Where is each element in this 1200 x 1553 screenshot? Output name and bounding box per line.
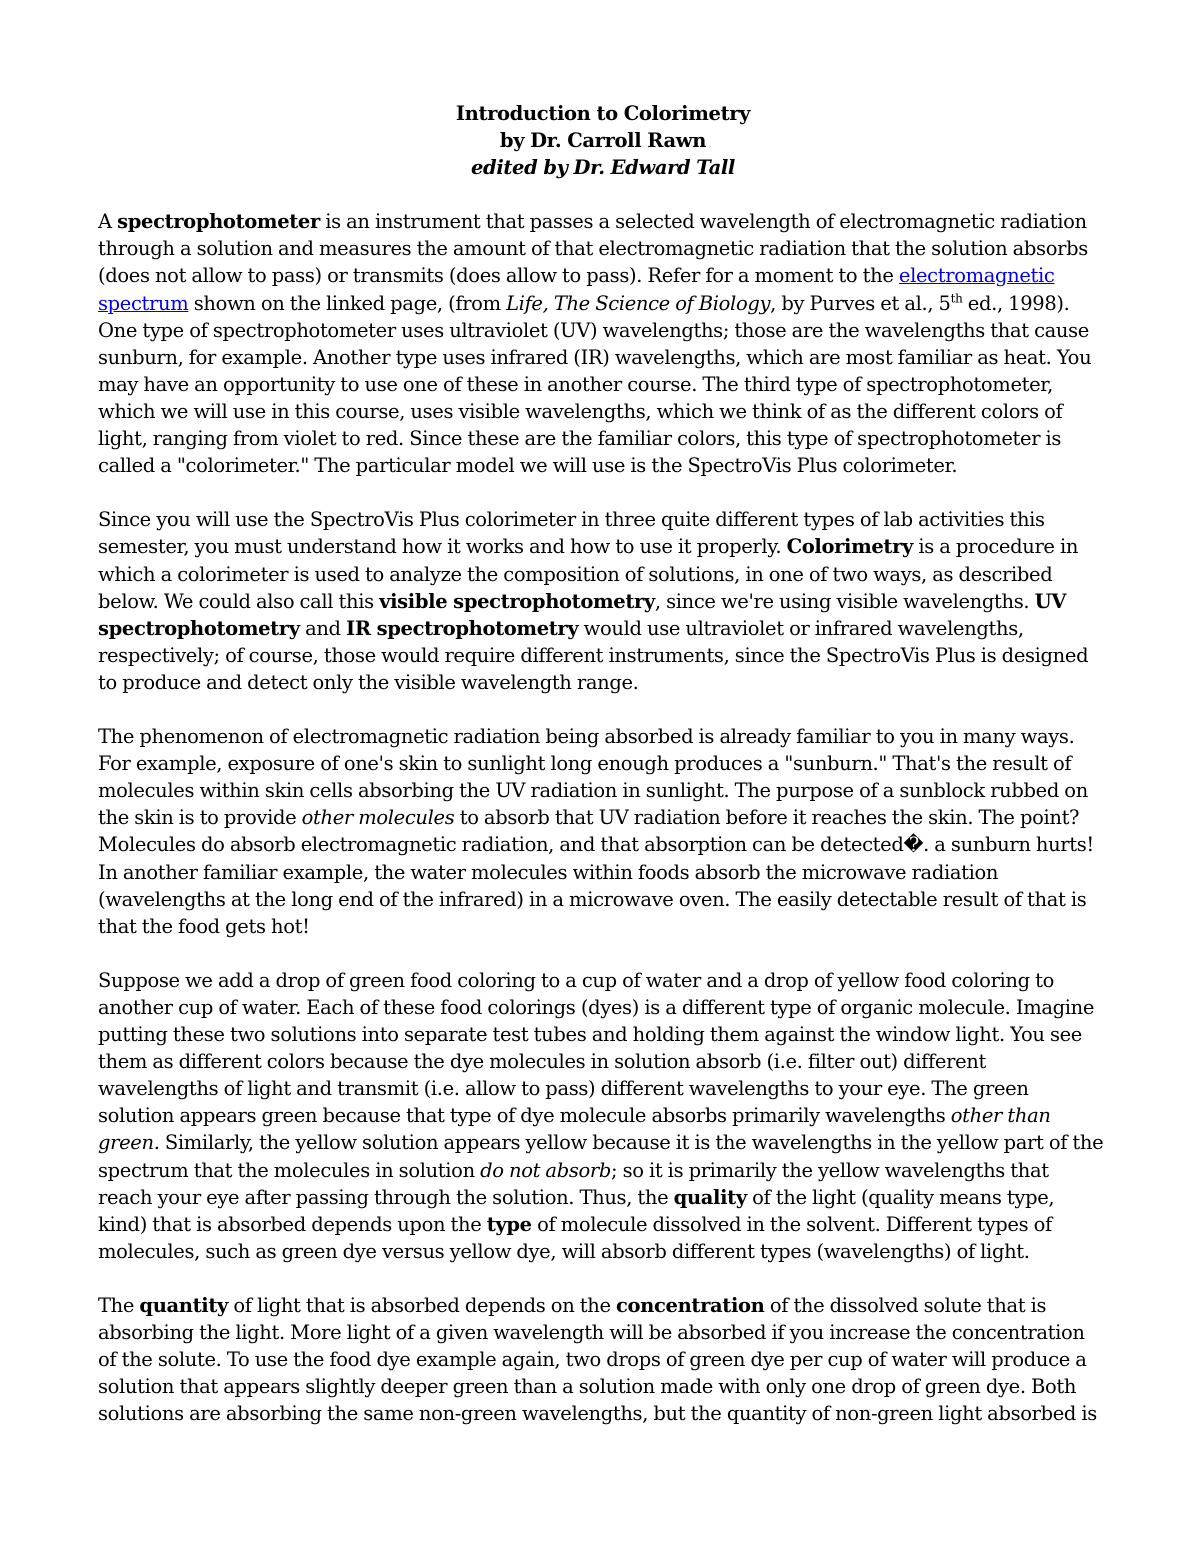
paragraph-quantity bbox=[98, 1292, 1108, 1427]
text-run: Suppose we add a drop of green food coloring to a cup of water and a drop of yellow food coloring to another cup of water. Each of these food colorings (dyes) is a different type of organic molecule. Imagine putting these two solutions into separate test tubes and holding them against the window light. You see them as different colors because the dye molecules in solution absorb (i.e. filter out) different wavelengths of light and transmit (i.e. allow to pass) different wavelengths to your eye. The green solution appears green because that type of dye molecule absorbs primarily wavelengths bbox=[98, 968, 1095, 1128]
term-quantity: quantity bbox=[139, 1294, 228, 1318]
text-run: would use ultraviolet or infrared wavelengths, respectively; of course, those would require different instruments, since the SpectroVis Plus is designed to produce and detect only the visible wavelength range. bbox=[98, 616, 1089, 694]
text-run: , by Purves et al., 5 bbox=[770, 291, 951, 315]
text-run: The bbox=[98, 1294, 140, 1318]
text-run: to absorb that UV radiation before it reaches the skin. The point? Molecules do absorb electromagnetic radiation, and that absorption can be detected�. a sunburn hurts! In another familiar example, the water molecules within foods absorb the microwave radiation (wavelengths at the long end of the infrared) in a microwave oven. The easily detectable result of that is that the food gets hot! bbox=[98, 806, 1094, 938]
text-run: Since you will use the SpectroVis Plus colorimeter in three quite different types of lab activities this semester, you must understand how it works and how to use it properly. bbox=[98, 508, 1045, 559]
title-block bbox=[98, 100, 1108, 181]
term-colorimetry: Colorimetry bbox=[786, 535, 913, 559]
text-run: ; so it is primarily the yellow wavelengths that reach your eye after passing through the solution. Thus, the bbox=[98, 1158, 1049, 1209]
paragraph-food-coloring bbox=[98, 967, 1108, 1265]
text-run: of the light (quality means type, kind) that is absorbed depends upon the bbox=[98, 1185, 1055, 1236]
text-run: ed., 1998). One type of spectrophotometer uses ultraviolet (UV) wavelengths; those are the wavelengths that cause sunburn, for example. Another type uses infrared (IR) wavelengths, which are most familiar as heat. You may have an opportunity to use one of these in another course. The third type of spectrophotometer, which we will use in this course, uses visible wavelengths, which we think of as the different colors of light, ranging from violet to red. Since these are the familiar colors, this type of spectrophotometer is called a "colorimeter." The particular model we will use is the SpectroVis Plus colorimeter. bbox=[98, 291, 1092, 478]
emphasis-do-not-absorb: do not absorb bbox=[480, 1158, 611, 1182]
document-editor: edited by Dr. Edward Tall bbox=[471, 156, 735, 180]
emphasis-other-molecules: other molecules bbox=[301, 806, 455, 830]
term-quality: quality bbox=[673, 1185, 747, 1209]
text-run: is an instrument that passes a selected wavelength of electromagnetic radiation through a solution and measures the amount of that electromagnetic radiation that the solution absorbs (does not allow to pass) or transmits (does allow to pass). Refer for a moment to the bbox=[98, 210, 1088, 288]
electromagnetic-spectrum-link[interactable]: electromagnetic spectrum bbox=[98, 264, 1055, 315]
term-visible-spectrophotometry: visible spectrophotometry bbox=[379, 589, 655, 613]
edition-superscript: th bbox=[950, 291, 963, 306]
term-concentration: concentration bbox=[616, 1294, 765, 1318]
text-run: of the dissolved solute that is absorbing the light. More light of a given wavelength will be absorbed if you increase the concentration of the solute. To use the food dye example again, two drops of green dye per cup of water will produce a solution that appears slightly deeper green than a solution made with only one drop of green dye. Both solutions are absorbing the same non-green wavelengths, but the quantity of non-green light absorbed is bbox=[98, 1294, 1097, 1426]
book-title: Life, The Science of Biology bbox=[506, 291, 771, 315]
emphasis-other-than-green: other than green. bbox=[98, 1104, 1051, 1155]
text-run: of molecule dissolved in the solvent. Different types of molecules, such as green dye versus yellow dye, will absorb different types (wavelengths) of light. bbox=[98, 1212, 1052, 1263]
text-run: and bbox=[299, 616, 347, 640]
term-type: type bbox=[486, 1212, 532, 1236]
text-run: The phenomenon of electromagnetic radiation being absorbed is already familiar to you in many ways. For example, exposure of one's skin to sunlight long enough produces a "sunburn." That's the result of molecules within skin cells absorbing the UV radiation in sunlight. The purpose of a sunblock rubbed on the skin is to provide bbox=[98, 725, 1088, 830]
term-uv-spectrophotometry: UV spectrophotometry bbox=[98, 589, 1066, 640]
document-title: Introduction to Colorimetry bbox=[455, 102, 751, 125]
text-run: , since we're using visible wavelengths. bbox=[654, 589, 1035, 613]
paragraph-absorption-examples bbox=[98, 723, 1108, 940]
text-run: A bbox=[98, 210, 118, 234]
paragraph-colorimetry bbox=[98, 506, 1108, 696]
document-author: by Dr. Carroll Rawn bbox=[499, 129, 707, 153]
paragraph-spectrophotometer bbox=[98, 208, 1108, 479]
term-spectrophotometer: spectrophotometer bbox=[117, 210, 320, 234]
text-run: shown on the linked page, (from bbox=[188, 291, 507, 315]
text-run: of light that is absorbed depends on the bbox=[227, 1294, 616, 1318]
term-ir-spectrophotometry: IR spectrophotometry bbox=[346, 616, 579, 640]
document-page bbox=[98, 100, 1108, 1455]
text-run: is a procedure in which a colorimeter is used to analyze the composition of solutions, in one of two ways, as described below. We could also call this bbox=[98, 535, 1079, 613]
text-run: Similarly, the yellow solution appears yellow because it is the wavelengths in the yellow part of the spectrum that the molecules in solution bbox=[98, 1131, 1104, 1182]
